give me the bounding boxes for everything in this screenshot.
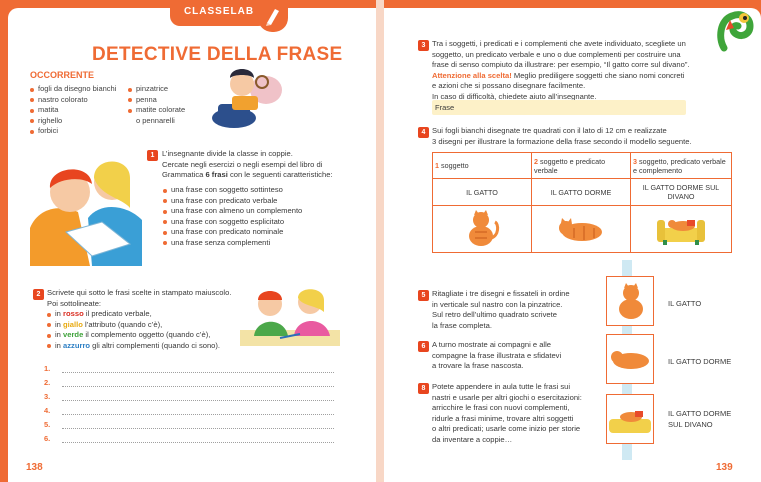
in-word: in: [55, 330, 64, 339]
step7-line: da inventare a coppie…: [432, 434, 513, 444]
table-header-cell: [532, 153, 631, 179]
page-number-left: 138: [26, 462, 43, 473]
color-key-green: [47, 330, 247, 341]
step3-line: soggetto, un predicato verbale e uno o due complementi per costruire una: [432, 49, 681, 59]
in-word: in: [55, 309, 64, 318]
green-meaning: il complemento oggetto (quando c’è),: [83, 330, 211, 339]
materials-list-1: [30, 84, 116, 137]
step5-text: [432, 289, 607, 331]
col-number: 3: [633, 156, 637, 166]
col-title: soggetto, predicato verbale e complemento: [633, 156, 726, 175]
yellow-label: giallo: [63, 319, 83, 329]
color-key-blue: [47, 341, 247, 352]
blue-meaning: gli altri complementi (quando ci sono).: [90, 340, 221, 350]
phrase-types-list: [163, 185, 363, 248]
writing-line[interactable]: [44, 392, 334, 404]
material-item: matite colorate: [128, 105, 185, 116]
step3-text-b: Meglio prediligere soggetti che siano nomi concreti: [511, 70, 685, 80]
pencil-hand-icon: [258, 0, 288, 32]
col-title: soggetto: [441, 161, 469, 170]
red-meaning: il predicato verbale,: [83, 309, 152, 318]
cat-sleeping-icon: [607, 335, 653, 383]
cat-on-sofa-drawing: [631, 206, 732, 253]
line-number: 1.: [44, 364, 51, 373]
material-item: fogli da disegno bianchi: [30, 84, 116, 95]
step-badge: 3: [418, 40, 429, 51]
step2-line: Scrivete qui sotto le frasi scelte in stampato maiuscolo.: [47, 288, 232, 297]
step-badge: 2: [33, 289, 44, 300]
col-title: soggetto e predicato verbale: [534, 156, 606, 175]
cat-standing-drawing: [433, 206, 532, 253]
material-item: righello: [30, 116, 116, 127]
kids-writing-illustration: [240, 286, 340, 348]
step3-text: [432, 39, 712, 102]
material-item: pinzatrice: [128, 84, 185, 95]
step4-text: [432, 126, 712, 147]
material-item: matita: [30, 105, 116, 116]
cat-standing-icon: [607, 277, 653, 325]
step1-text-c: con le seguenti caratteristiche:: [227, 170, 333, 179]
step1-line: Cercate negli esercizi o negli esempi del libro di: [162, 159, 323, 169]
step-badge: 5: [418, 290, 429, 301]
writing-line[interactable]: [44, 420, 334, 432]
step6-line: A turno mostrate ai compagni e alle: [432, 340, 552, 349]
step5-line: la frase completa.: [432, 320, 492, 330]
step6-text: [432, 340, 607, 372]
line-number: 3.: [44, 392, 51, 401]
card-label: SUL DIVANO: [668, 420, 713, 429]
hanging-card-3: [606, 394, 654, 444]
material-item: nastro colorato: [30, 95, 116, 106]
materials-list-2: [128, 84, 185, 126]
page-title: DETECTIVE DELLA FRASE: [92, 44, 343, 65]
classelab-tab: CLASSELAB: [170, 0, 268, 26]
step2-line: Poi sottolineate:: [47, 298, 102, 308]
chameleon-illustration: [716, 8, 756, 52]
step-badge: 4: [418, 127, 429, 138]
writing-line[interactable]: [44, 378, 334, 390]
in-word: in: [55, 340, 64, 350]
line-number: 2.: [44, 378, 51, 387]
step-badge: 1: [147, 150, 158, 161]
material-item: penna: [128, 95, 185, 106]
page-number-right: 139: [716, 462, 733, 473]
step3-line: frase di senso compiuto da illustrare: per esempio, “Il gatto corre sul divano”.: [432, 60, 690, 69]
card-label: IL GATTO: [668, 299, 702, 308]
cat-sleeping-drawing: [532, 206, 631, 253]
step7-line: o altri predicati; usarle come inizio per storie: [432, 424, 581, 433]
step7-line: arricchire le frasi con nuovi complementi,: [432, 403, 570, 412]
phrase-type-item: una frase con soggetto esplicitato: [163, 217, 363, 228]
step3-line: [432, 71, 712, 82]
red-label: rosso: [63, 309, 84, 318]
col-number: 1: [435, 161, 439, 170]
six-phrases-highlight: 6 frasi: [205, 170, 228, 179]
card-label: IL GATTO DORME: [668, 357, 732, 366]
writing-line[interactable]: [44, 434, 334, 446]
step-badge: 8: [418, 383, 429, 394]
cat-on-sofa-icon: [633, 208, 729, 248]
step4-line: 3 disegni per illustrare la formazione della frase secondo il modello seguente.: [432, 136, 692, 146]
step3-line: In caso di difficoltà, chiedete aiuto all’insegnante.: [432, 91, 597, 101]
step1-text: [162, 149, 362, 181]
materials-heading: OCCORRENTE: [30, 70, 95, 80]
phrase-type-item: una frase con predicato nominale: [163, 227, 363, 238]
color-key-red: [47, 309, 247, 320]
frase-input-field[interactable]: [432, 100, 686, 115]
table-header-cell: [631, 153, 732, 179]
col-number: 2: [534, 156, 538, 166]
drawing-model-table: [432, 152, 732, 253]
color-key-list: [47, 309, 247, 351]
phrase-type-item: una frase con predicato verbale: [163, 196, 363, 207]
line-number: 4.: [44, 406, 51, 415]
table-caption-cell: IL GATTO: [433, 179, 532, 206]
step7-line: ridurle a frasi minime, trovare altri soggetti: [432, 413, 574, 423]
step5-line: in verticale sul nastro con la pinzatrice.: [432, 299, 563, 309]
kids-reading-illustration: [30, 148, 148, 266]
step-badge: 6: [418, 341, 429, 352]
book-gutter: [376, 0, 384, 482]
writing-line[interactable]: [44, 364, 334, 376]
step5-line: Sul retro dell’ultimo quadrato scrivete: [432, 310, 557, 319]
step3-line: e azioni che si possano disegnare facilmente.: [432, 81, 586, 90]
cat-on-sofa-icon: [607, 395, 653, 443]
table-caption-cell: IL GATTO DORME SUL DIVANO: [631, 179, 732, 206]
step4-line: Sui fogli bianchi disegnate tre quadrati con il lato di 12 cm e realizzate: [432, 126, 667, 135]
step6-line: compagne la frase illustrata e sfidatevi: [432, 350, 562, 360]
step1-line: L’insegnante divide la classe in coppie.: [162, 149, 293, 158]
step7-line: Potete appendere in aula tutte le frasi sui: [432, 382, 571, 391]
phrase-type-item: una frase senza complementi: [163, 238, 363, 249]
step7-text: [432, 382, 607, 445]
color-key-yellow: [47, 320, 247, 331]
step2-text: [47, 288, 247, 351]
material-item: forbici: [30, 126, 116, 137]
step1-line: [162, 170, 362, 181]
table-header-cell: [433, 153, 532, 179]
phrase-type-item: una frase con almeno un complemento: [163, 206, 363, 217]
phrase-type-item: una frase con soggetto sottinteso: [163, 185, 363, 196]
step5-line: Ritagliate i tre disegni e fissateli in ordine: [432, 289, 570, 298]
detective-kid-illustration: [204, 62, 284, 132]
step7-line: nastri e usarle per altri giochi o esercitazioni:: [432, 392, 582, 402]
frase-label: Frase: [435, 103, 455, 112]
cat-sleeping-icon: [534, 208, 628, 248]
writing-line[interactable]: [44, 406, 334, 418]
step6-line: a trovare la frase nascosta.: [432, 361, 524, 370]
attention-note: Attenzione alla scelta!: [432, 70, 512, 80]
line-number: 6.: [44, 434, 51, 443]
green-label: verde: [63, 330, 84, 339]
hanging-card-2: [606, 334, 654, 384]
hanging-card-1: [606, 276, 654, 326]
card-label: IL GATTO DORME: [668, 409, 732, 418]
in-word: in: [55, 319, 64, 329]
material-item-continued: o pennarelli: [136, 115, 175, 125]
yellow-meaning: l’attributo (quando c’è),: [82, 319, 163, 329]
blue-label: azzurro: [63, 340, 91, 350]
step3-line: Tra i soggetti, i predicati e i complementi che avete individuato, scegliete un: [432, 39, 686, 48]
cat-standing-icon: [435, 208, 529, 248]
table-caption-cell: IL GATTO DORME: [532, 179, 631, 206]
line-number: 5.: [44, 420, 51, 429]
step1-text-a: Grammatica: [162, 170, 206, 179]
